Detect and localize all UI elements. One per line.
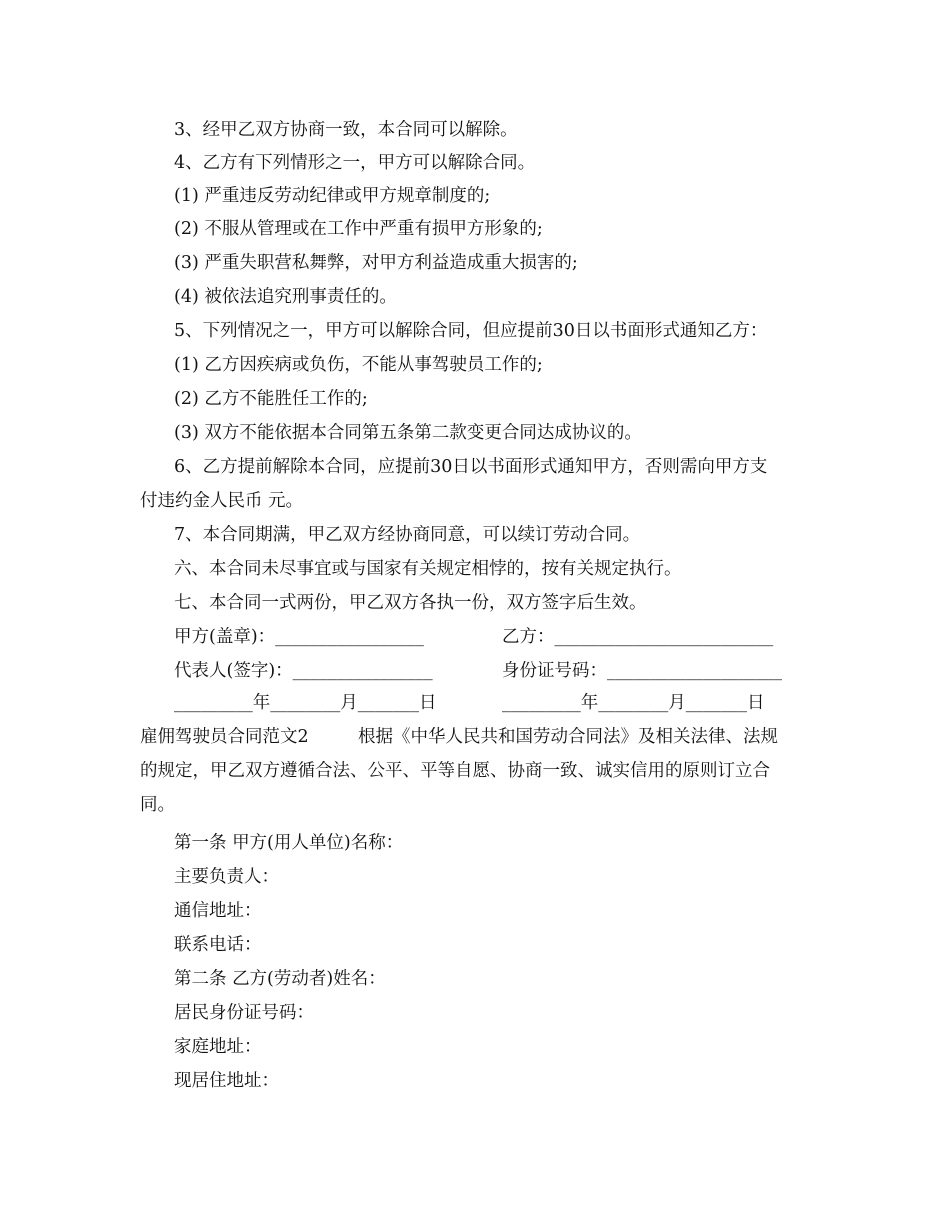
section-2-intro-start: 根据《中华人民共和国劳动合同法》及相关法律、法规 [358, 727, 778, 747]
clause-4-item-4: (4) 被依法追究刑事责任的。 [174, 287, 397, 307]
section-2-heading: 雇佣驾驶员合同范文2 [140, 727, 309, 747]
representative-sign-field: 代表人(签字)：________________ [174, 661, 433, 681]
article-6: 六、本合同未尽事宜或与国家有关规定相悖的，按有关规定执行。 [174, 559, 682, 579]
clause-5-item-2: (2) 乙方不能胜任工作的; [174, 389, 368, 409]
clause-4-item-1: (1) 严重违反劳动纪律或甲方规章制度的; [174, 186, 491, 206]
party-a-seal-field: 甲方(盖章)：_________________ [174, 627, 424, 647]
section-2-intro-line-3: 同。 [140, 795, 175, 815]
clause-7: 7、本合同期满，甲乙双方经协商同意，可以续订劳动合同。 [174, 525, 641, 545]
clause-5: 5、下列情况之一，甲方可以解除合同，但应提前30日以书面形式通知乙方： [174, 321, 768, 341]
clause-4-item-3: (3) 严重失职营私舞弊，对甲方利益造成重大损害的; [174, 253, 578, 273]
party-b-date-field: _________年________月_______日 [502, 693, 765, 713]
article-2-worker-name: 第二条 乙方(劳动者)姓名： [174, 969, 386, 989]
party-b-field: 乙方：_________________________ [502, 627, 774, 647]
section-2-intro-line-2: 的规定，甲乙双方遵循合法、公平、平等自愿、协商一致、诚实信用的原则订立合 [140, 761, 770, 781]
party-a-date-field: _________年________月_______日 [174, 693, 437, 713]
section-2-first-line [0, 721, 950, 754]
signature-row-3 [0, 687, 950, 720]
id-number-field: 身份证号码：____________________ [502, 661, 782, 681]
resident-id-field: 居民身份证号码： [174, 1003, 314, 1023]
article-1-employer-name: 第一条 甲方(用人单位)名称： [174, 833, 404, 853]
clause-4: 4、乙方有下列情形之一，甲方可以解除合同。 [174, 153, 536, 173]
article-7: 七、本合同一式两份，甲乙双方各执一份，双方签字后生效。 [174, 593, 647, 613]
clause-6-line-2: 付违约金人民币 元。 [140, 491, 304, 511]
clause-5-item-1: (1) 乙方因疾病或负伤，不能从事驾驶员工作的; [174, 355, 543, 375]
current-address-field: 现居住地址： [174, 1071, 279, 1091]
clause-4-item-2: (2) 不服从管理或在工作中严重有损甲方形象的; [174, 219, 543, 239]
home-address-field: 家庭地址： [174, 1037, 262, 1057]
clause-3: 3、经甲乙双方协商一致，本合同可以解除。 [174, 120, 518, 140]
contact-phone-field: 联系电话： [174, 935, 262, 955]
signature-row-1 [0, 621, 950, 654]
clause-6-line-1: 6、乙方提前解除本合同，应提前30日以书面形式通知甲方，否则需向甲方支 [174, 457, 768, 477]
mailing-address-field: 通信地址： [174, 901, 262, 921]
clause-5-item-3: (3) 双方不能依据本合同第五条第二款变更合同达成协议的。 [174, 423, 642, 443]
principal-person-field: 主要负责人： [174, 867, 279, 887]
signature-row-2 [0, 655, 950, 688]
